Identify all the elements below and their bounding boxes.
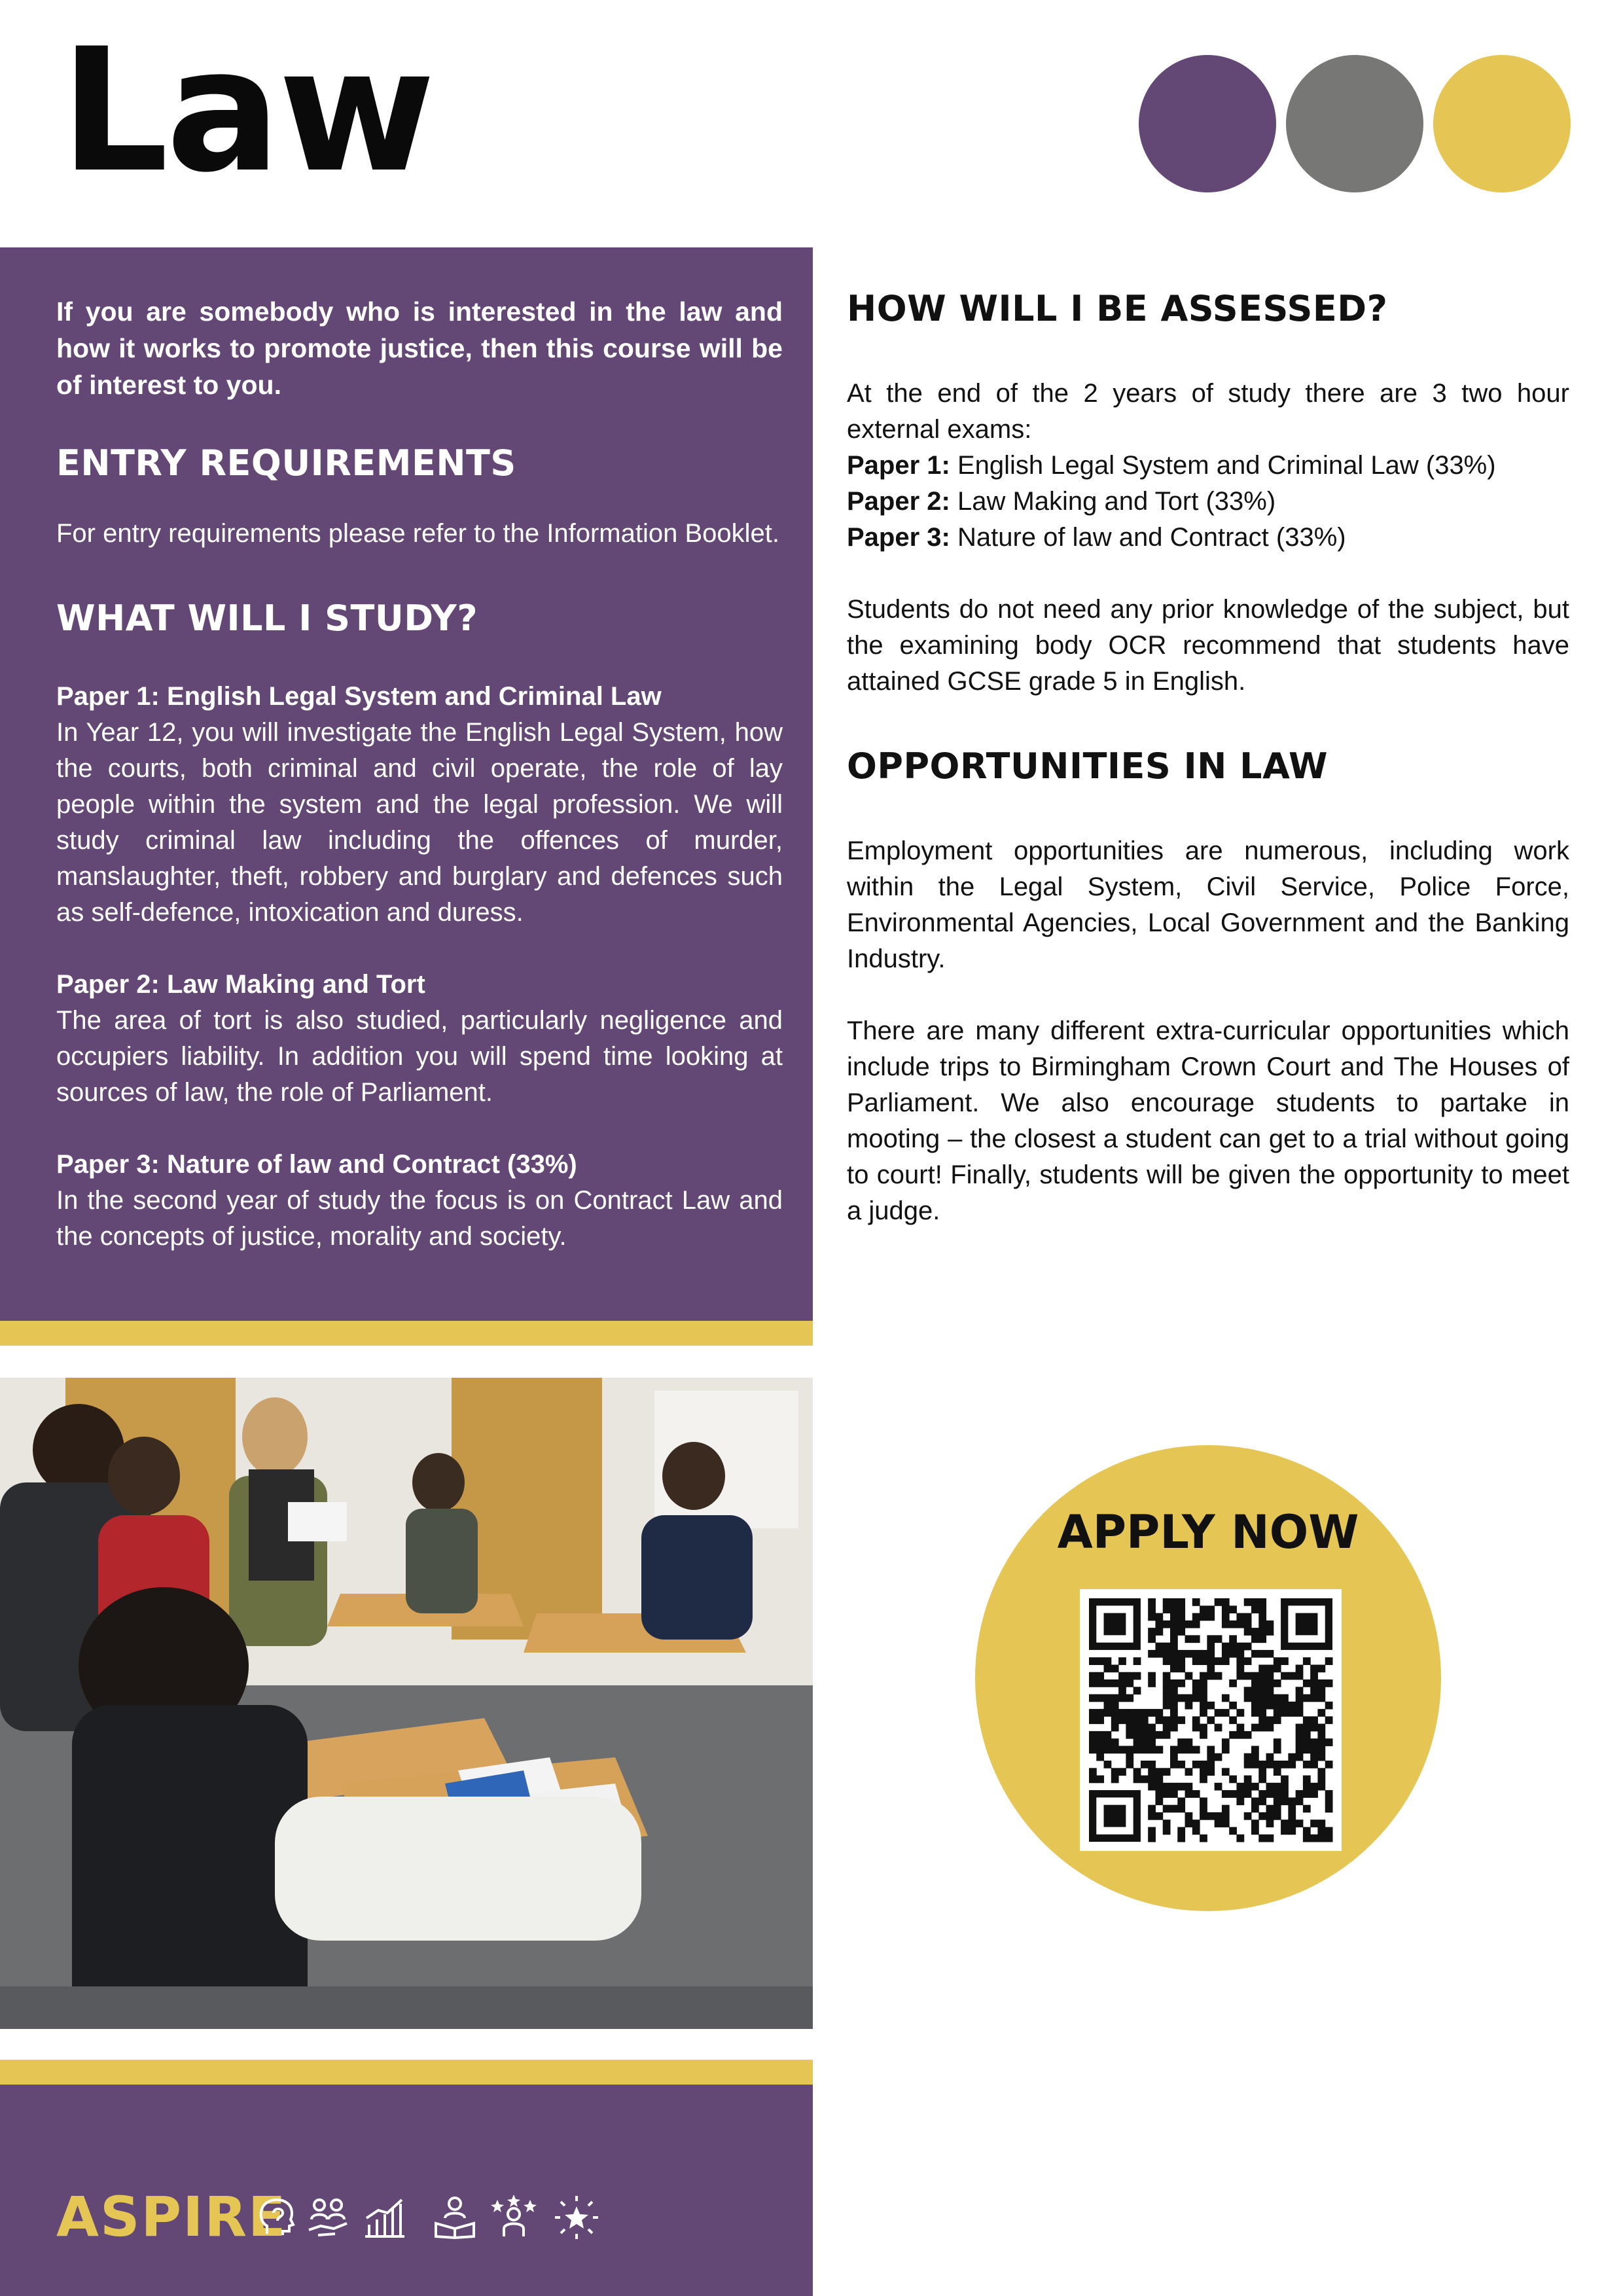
head-icon <box>254 2195 300 2240</box>
prior-knowledge-note: Students do not need any prior knowledge of the subject, but the examining body OCR recommend that students have attained GCSE grade 5 in English. <box>847 595 1569 696</box>
yellow-divider-stripe-bottom <box>0 2060 813 2085</box>
exam-3-text: Nature of law and Contract (33%) <box>950 523 1346 552</box>
paper-2-block <box>56 967 783 1111</box>
entry-requirements-heading: ENTRY REQUIREMENTS <box>56 442 516 484</box>
entry-requirements-text: For entry requirements please refer to the Information Booklet. <box>56 519 779 548</box>
paper-1-title: Paper 1: English Legal System and Criminal Law <box>56 682 662 711</box>
exam-item-2 <box>847 484 1569 520</box>
opportunities-heading: OPPORTUNITIES IN LAW <box>847 745 1329 787</box>
extra-curricular-text: There are many different extra-curricular opportunities which include trips to Birmingham Crown Court and The Houses of Parliament. We also encourage students to partake in mooting – the closest a student can get to a trial without going to court! Finally, students will be given the opportunity to meet a judge. <box>847 1016 1569 1225</box>
exam-2-label: Paper 2: <box>847 487 950 516</box>
exam-2-text: Law Making and Tort (33%) <box>950 487 1276 516</box>
paper-3-title: Paper 3: Nature of law and Contract (33%) <box>56 1150 577 1179</box>
employment-opportunities-text: Employment opportunities are numerous, including work within the Legal System, Civil Service, Police Force, Environmental Agencies, Local Government and the Banking Industry. <box>847 836 1569 973</box>
paper-3-text: In the second year of study the focus is on Contract Law and the concepts of justice, morality and society. <box>56 1186 783 1251</box>
reader-icon <box>432 2195 478 2240</box>
growth-chart-icon <box>361 2195 407 2240</box>
apply-now-badge[interactable] <box>975 1445 1441 1911</box>
paper-2-text: The area of tort is also studied, particularly negligence and occupiers liability. In addition you will spend time looking at sources of law, the role of Parliament. <box>56 1006 783 1107</box>
exam-item-3 <box>847 520 1569 556</box>
paper-1-text: In Year 12, you will investigate the English Legal System, how the courts, both criminal and civil operate, the role of lay people within the system and the legal profession. We will study criminal law including the offences of murder, manslaughter, theft, robbery and burglary and defences such as self-defence, intoxication and duress. <box>56 718 783 927</box>
yellow-circle <box>1433 55 1571 192</box>
apply-now-label[interactable]: APPLY NOW <box>1057 1505 1359 1559</box>
exam-1-text: English Legal System and Criminal Law (33%) <box>950 451 1496 480</box>
grey-circle <box>1286 55 1423 192</box>
how-assessed-heading: HOW WILL I BE ASSESSED? <box>847 288 1388 329</box>
paper-3-block <box>56 1147 783 1255</box>
aspire-footer <box>0 2085 813 2296</box>
purple-circle <box>1139 55 1276 192</box>
paper-2-title: Paper 2: Law Making and Tort <box>56 970 425 999</box>
what-will-i-study-heading: WHAT WILL I STUDY? <box>56 598 478 639</box>
people-care-icon <box>305 2195 351 2240</box>
assessment-column <box>847 288 1569 1229</box>
yellow-divider-stripe <box>0 1321 813 1346</box>
qr-code[interactable] <box>1080 1589 1342 1851</box>
exam-3-label: Paper 3: <box>847 523 950 552</box>
stars-person-icon <box>491 2195 537 2240</box>
course-info-panel <box>0 247 813 1321</box>
paper-1-block <box>56 679 783 931</box>
exam-1-label: Paper 1: <box>847 451 950 480</box>
aspire-logo-text: ASPIRE <box>56 2185 287 2249</box>
page-title: Law <box>60 12 433 210</box>
classroom-photo <box>0 1378 813 2029</box>
assessment-intro: At the end of the 2 years of study there are 3 two hour external exams: <box>847 379 1569 444</box>
intro-text: If you are somebody who is interested in the law and how it works to promote justice, then this course will be of interest to you. <box>56 296 783 400</box>
star-burst-icon <box>554 2195 599 2240</box>
exam-item-1 <box>847 448 1569 484</box>
